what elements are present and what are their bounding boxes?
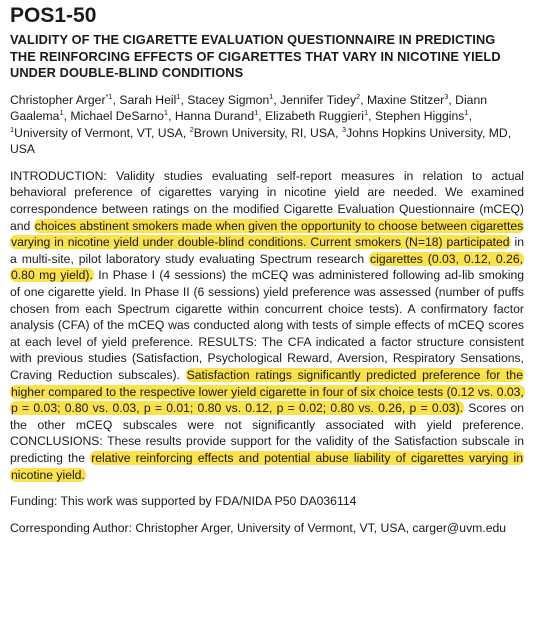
author: Jennifer Tidey$^2$: [280, 91, 361, 107]
author: Maxine Stitzer$^3$: [367, 91, 449, 107]
affiliation: $^3$Johns Hopkins University, MD, USA: [10, 124, 512, 157]
author: Stacey Sigmon$^1$: [187, 91, 274, 107]
author: Hanna Durand$^1$: [174, 108, 259, 124]
author: Stephen Higgins$^1$: [374, 108, 469, 124]
author-list: Christopher Arger$^{*1}$, Sarah Heil$^1$, Stacey Sigmon$^1$, Jennifer Tidey$^2$, Maxine Stitzer$^3$, Diann Gaalema$^1$, Michael DeSarno$^1$, Hanna Durand$^1$, Elizabeth Ruggieri$^1$, Stephen Higgins$^1$, $^1$University of Vermont, VT, USA, $^2$Brown University, RI, USA, $^3$Johns Hopkins University, MD, USA: [10, 91, 512, 157]
highlighted-text: Satisfaction ratings significantly predicted preference for the higher compared to the respective lower yield cigarette in four of six choice tests (0.12 vs. 0.03, p = 0.03; 0.80 vs. 0.03, p = 0.01; 0.80 vs. 0.12, p = 0.02; 0.80 vs. 0.26, p = 0.03).: [11, 368, 524, 416]
highlighted-text: cigarettes (0.03, 0.12, 0.26, 0.80 mg yield).: [11, 251, 524, 283]
abstract-body: [10, 168, 524, 483]
abstract-text: In Phase I (4 sessions) the mCEQ was administered following ad-lib smoking of one cigarette yield. In Phase II (6 sessions) yield preference was assessed (number of puffs chosen from each Spectrum cigarette within concurrent choice tests). A confirmatory factor analysis (CFA) of the mCEQ was conducted along with tests of simple effects of mCEQ scores at each level of yield preference. RESULTS: The CFA indicated a factor structure consistent with previous studies (Satisfaction, Psychological Reward, Aversion, Respiratory Sensations, Craving Reduction subscales).: [10, 268, 524, 382]
funding-statement: Funding: This work was supported by FDA/NIDA P50 DA036114: [10, 494, 357, 509]
corresponding-author: Corresponding Author: Christopher Arger, University of Vermont, VT, USA, carger@uvm.edu: [10, 520, 507, 535]
author: Michael DeSarno$^1$: [70, 108, 169, 124]
highlighted-text: relative reinforcing effects and potential abuse liability of cigarettes varying in nicotine yield.: [11, 450, 524, 482]
author: Elizabeth Ruggieri$^1$: [265, 108, 369, 124]
abstract-text: in a multi-site, pilot laboratory study evaluating Spectrum research: [10, 235, 525, 266]
affiliation: $^2$Brown University, RI, USA: [189, 124, 336, 140]
abstract-text: Scores on the other mCEQ subscales were not significantly associated with yield preference. CONCLUSIONS: These results provide support for the validity of the Satisfaction subscale in predicting the: [10, 401, 524, 465]
abstract-text: INTRODUCTION: Validity studies evaluating self-report measures in relation to actual behavioral preference of cigarettes varying in nicotine yield are needed. We examined correspondence between ratings on the modified Cigarette Evaluation Questionnaire (mCEQ) and: [10, 168, 524, 233]
poster-code: POS1-50: [10, 4, 97, 27]
author: Sarah Heil$^1$: [119, 91, 181, 107]
affiliation: $^1$University of Vermont, VT, USA: [10, 124, 183, 140]
author: Diann Gaalema$^1$: [10, 92, 488, 124]
abstract-title: VALIDITY OF THE CIGARETTE EVALUATION QUESTIONNAIRE IN PREDICTING THE REINFORCING EFFECTS OF CIGARETTES THAT VARY IN NICOTINE YIELD UNDER DOUBLE-BLIND CONDITIONS: [10, 32, 501, 80]
highlighted-text: choices abstinent smokers made when given the opportunity to choose between cigarettes varying in nicotine yield under double-blind conditions. Current smokers (N=18) participated: [11, 218, 524, 250]
author: Christopher Arger$^{*1}$: [10, 91, 113, 107]
